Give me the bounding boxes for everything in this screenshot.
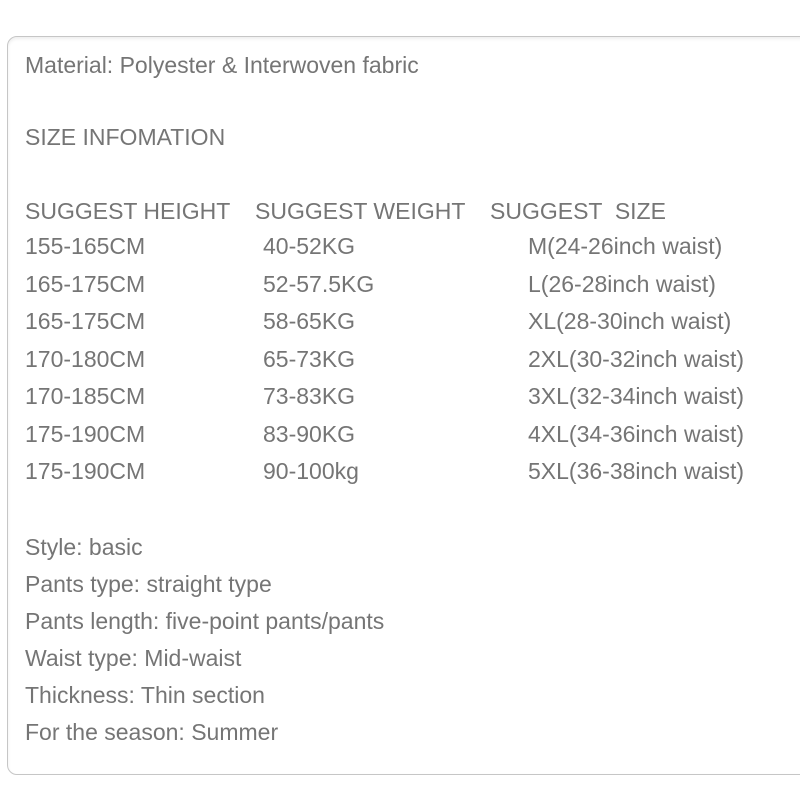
weight-cell: 73-83KG bbox=[263, 383, 356, 409]
height-cell: 175-190CM bbox=[25, 458, 146, 484]
header-suggest-size: SUGGEST SIZE bbox=[490, 198, 666, 224]
attr-style: Style: basic bbox=[25, 533, 143, 560]
size-cell: M(24-26inch waist) bbox=[528, 233, 723, 259]
height-cell: 165-175CM bbox=[25, 308, 146, 334]
attr-pants-length: Pants length: five-point pants/pants bbox=[25, 607, 385, 634]
product-details-card bbox=[7, 36, 800, 775]
size-table-row bbox=[25, 416, 800, 454]
size-cell: XL(28-30inch waist) bbox=[528, 308, 732, 334]
size-table-header-row bbox=[25, 196, 800, 227]
height-cell: 175-190CM bbox=[25, 420, 146, 447]
size-table-row bbox=[25, 453, 800, 491]
size-cell: 3XL(32-34inch waist) bbox=[528, 383, 745, 409]
size-table-row bbox=[25, 266, 800, 304]
weight-cell: 40-52KG bbox=[263, 233, 356, 259]
size-table-row bbox=[25, 228, 800, 266]
attr-thickness: Thickness: Thin section bbox=[25, 681, 265, 708]
attr-waist-type: Waist type: Mid-waist bbox=[25, 644, 242, 671]
height-cell: 170-180CM bbox=[25, 345, 146, 372]
size-cell: 5XL(36-38inch waist) bbox=[528, 458, 745, 484]
weight-cell: 90-100kg bbox=[263, 458, 359, 484]
size-table-row bbox=[25, 378, 800, 416]
weight-cell: 83-90KG bbox=[263, 420, 356, 447]
size-cell: 2XL(30-32inch waist) bbox=[528, 345, 745, 372]
size-cell: L(26-28inch waist) bbox=[528, 270, 716, 297]
size-cell: 4XL(34-36inch waist) bbox=[528, 420, 745, 447]
height-cell: 165-175CM bbox=[25, 270, 146, 297]
size-table bbox=[25, 196, 800, 491]
header-suggest-height: SUGGEST HEIGHT bbox=[25, 198, 231, 224]
attribute-list bbox=[25, 529, 800, 751]
weight-cell: 52-57.5KG bbox=[263, 270, 375, 297]
weight-cell: 65-73KG bbox=[263, 345, 356, 372]
size-information-heading: SIZE INFOMATION bbox=[25, 124, 226, 150]
height-cell: 170-185CM bbox=[25, 383, 146, 409]
header-suggest-weight: SUGGEST WEIGHT bbox=[255, 198, 466, 224]
attr-pants-type: Pants type: straight type bbox=[25, 570, 272, 597]
size-table-row bbox=[25, 341, 800, 379]
size-table-row bbox=[25, 303, 800, 341]
weight-cell: 58-65KG bbox=[263, 308, 356, 334]
material-text: Material: Polyester & Interwoven fabric bbox=[25, 52, 419, 78]
height-cell: 155-165CM bbox=[25, 233, 146, 259]
attr-season: For the season: Summer bbox=[25, 718, 279, 745]
